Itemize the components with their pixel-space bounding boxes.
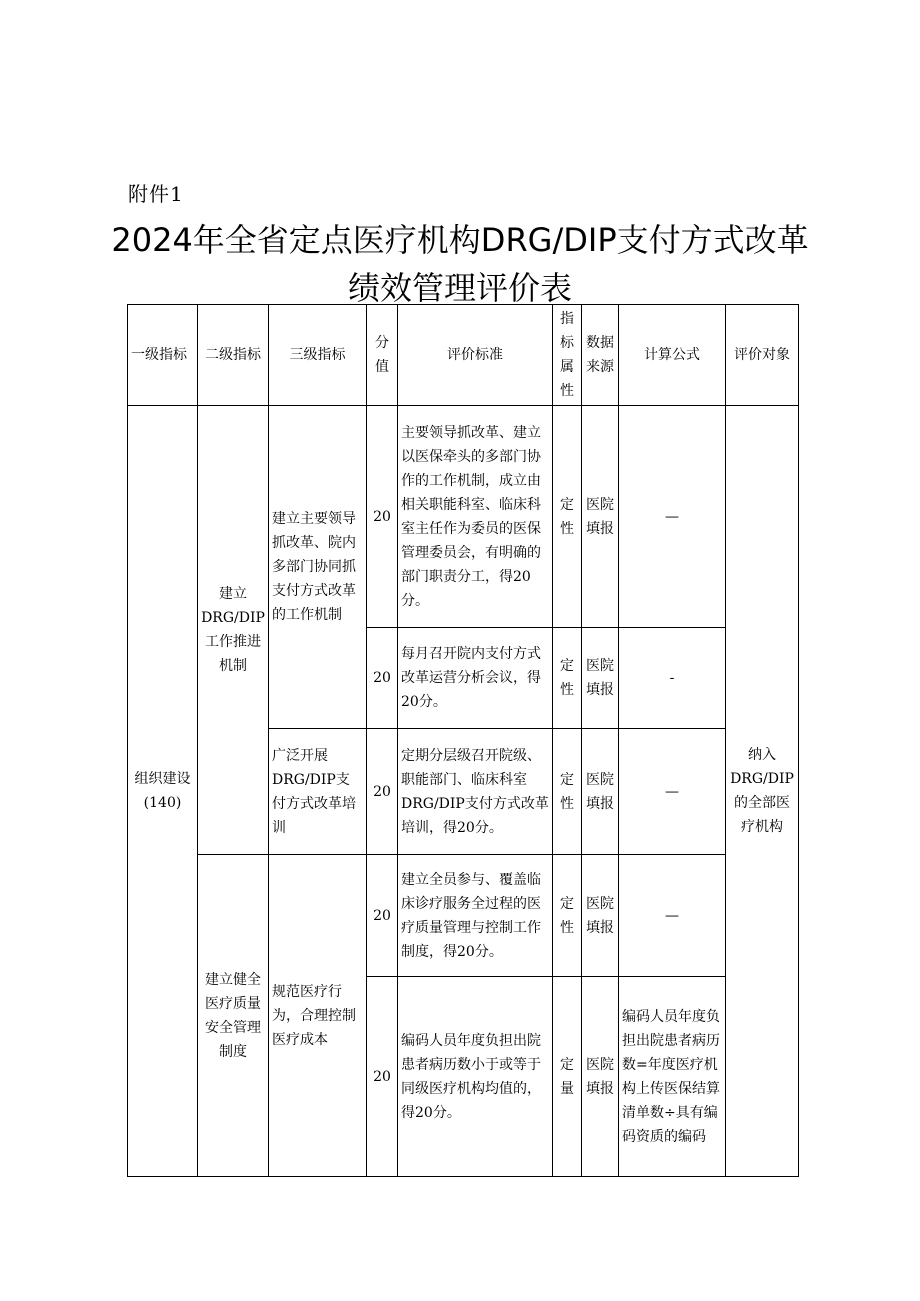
attachment-label: 附件1 (128, 182, 184, 206)
level3-cell: 规范医疗行为，合理控制医疗成本 (269, 855, 367, 1177)
formula-cell: — (619, 855, 726, 977)
source-cell: 医院填报 (582, 977, 619, 1177)
source-cell: 医院填报 (582, 855, 619, 977)
header-level3: 三级指标 (269, 305, 367, 406)
attr-cell: 定性 (553, 628, 582, 729)
score-cell: 20 (367, 406, 398, 628)
level1-cell: 组织建设(140) (128, 406, 198, 1177)
formula-cell: 编码人员年度负担出院患者病历数=年度医疗机构上传医保结算清单数÷具有编码资质的编码 (619, 977, 726, 1177)
formula-cell: - (619, 628, 726, 729)
header-criteria: 评价标准 (398, 305, 553, 406)
evaluation-table (127, 304, 799, 1177)
score-cell: 20 (367, 855, 398, 977)
level3-cell: 建立主要领导抓改革、院内多部门协同抓支付方式改革的工作机制 (269, 406, 367, 729)
header-level1: 一级指标 (128, 305, 198, 406)
attr-cell: 定性 (553, 406, 582, 628)
attr-cell: 定量 (553, 977, 582, 1177)
criteria-cell: 主要领导抓改革、建立以医保牵头的多部门协作的工作机制，成立由相关职能科室、临床科室主任作为委员的医保管理委员会，有明确的部门职责分工，得20分。 (398, 406, 553, 628)
source-cell: 医院填报 (582, 406, 619, 628)
level2-cell: 建立健全医疗质量安全管理制度 (198, 855, 269, 1177)
attr-cell: 定性 (553, 729, 582, 855)
header-level2: 二级指标 (198, 305, 269, 406)
criteria-cell: 每月召开院内支付方式改革运营分析会议，得20分。 (398, 628, 553, 729)
header-attr: 指标属性 (553, 305, 582, 406)
table-row (128, 855, 799, 977)
formula-cell: — (619, 406, 726, 628)
attr-cell: 定性 (553, 855, 582, 977)
header-target: 评价对象 (726, 305, 799, 406)
table-row (128, 406, 799, 628)
table-header-row (128, 305, 799, 406)
header-formula: 计算公式 (619, 305, 726, 406)
header-source: 数据来源 (582, 305, 619, 406)
target-cell: 纳入DRG/DIP的全部医疗机构 (726, 406, 799, 1177)
level3-cell: 广泛开展DRG/DIP支付方式改革培训 (269, 729, 367, 855)
header-score: 分值 (367, 305, 398, 406)
score-cell: 20 (367, 977, 398, 1177)
criteria-cell: 定期分层级召开院级、职能部门、临床科室DRG/DIP支付方式改革培训，得20分。 (398, 729, 553, 855)
criteria-cell: 建立全员参与、覆盖临床诊疗服务全过程的医疗质量管理与控制工作制度，得20分。 (398, 855, 553, 977)
source-cell: 医院填报 (582, 628, 619, 729)
score-cell: 20 (367, 628, 398, 729)
level2-cell: 建立DRG/DIP工作推进机制 (198, 406, 269, 855)
score-cell: 20 (367, 729, 398, 855)
formula-cell: — (619, 729, 726, 855)
source-cell: 医院填报 (582, 729, 619, 855)
criteria-cell: 编码人员年度负担出院患者病历数小于或等于同级医疗机构均值的，得20分。 (398, 977, 553, 1177)
document-title: 2024年全省定点医疗机构DRG/DIP支付方式改革绩效管理评价表 (111, 221, 809, 307)
